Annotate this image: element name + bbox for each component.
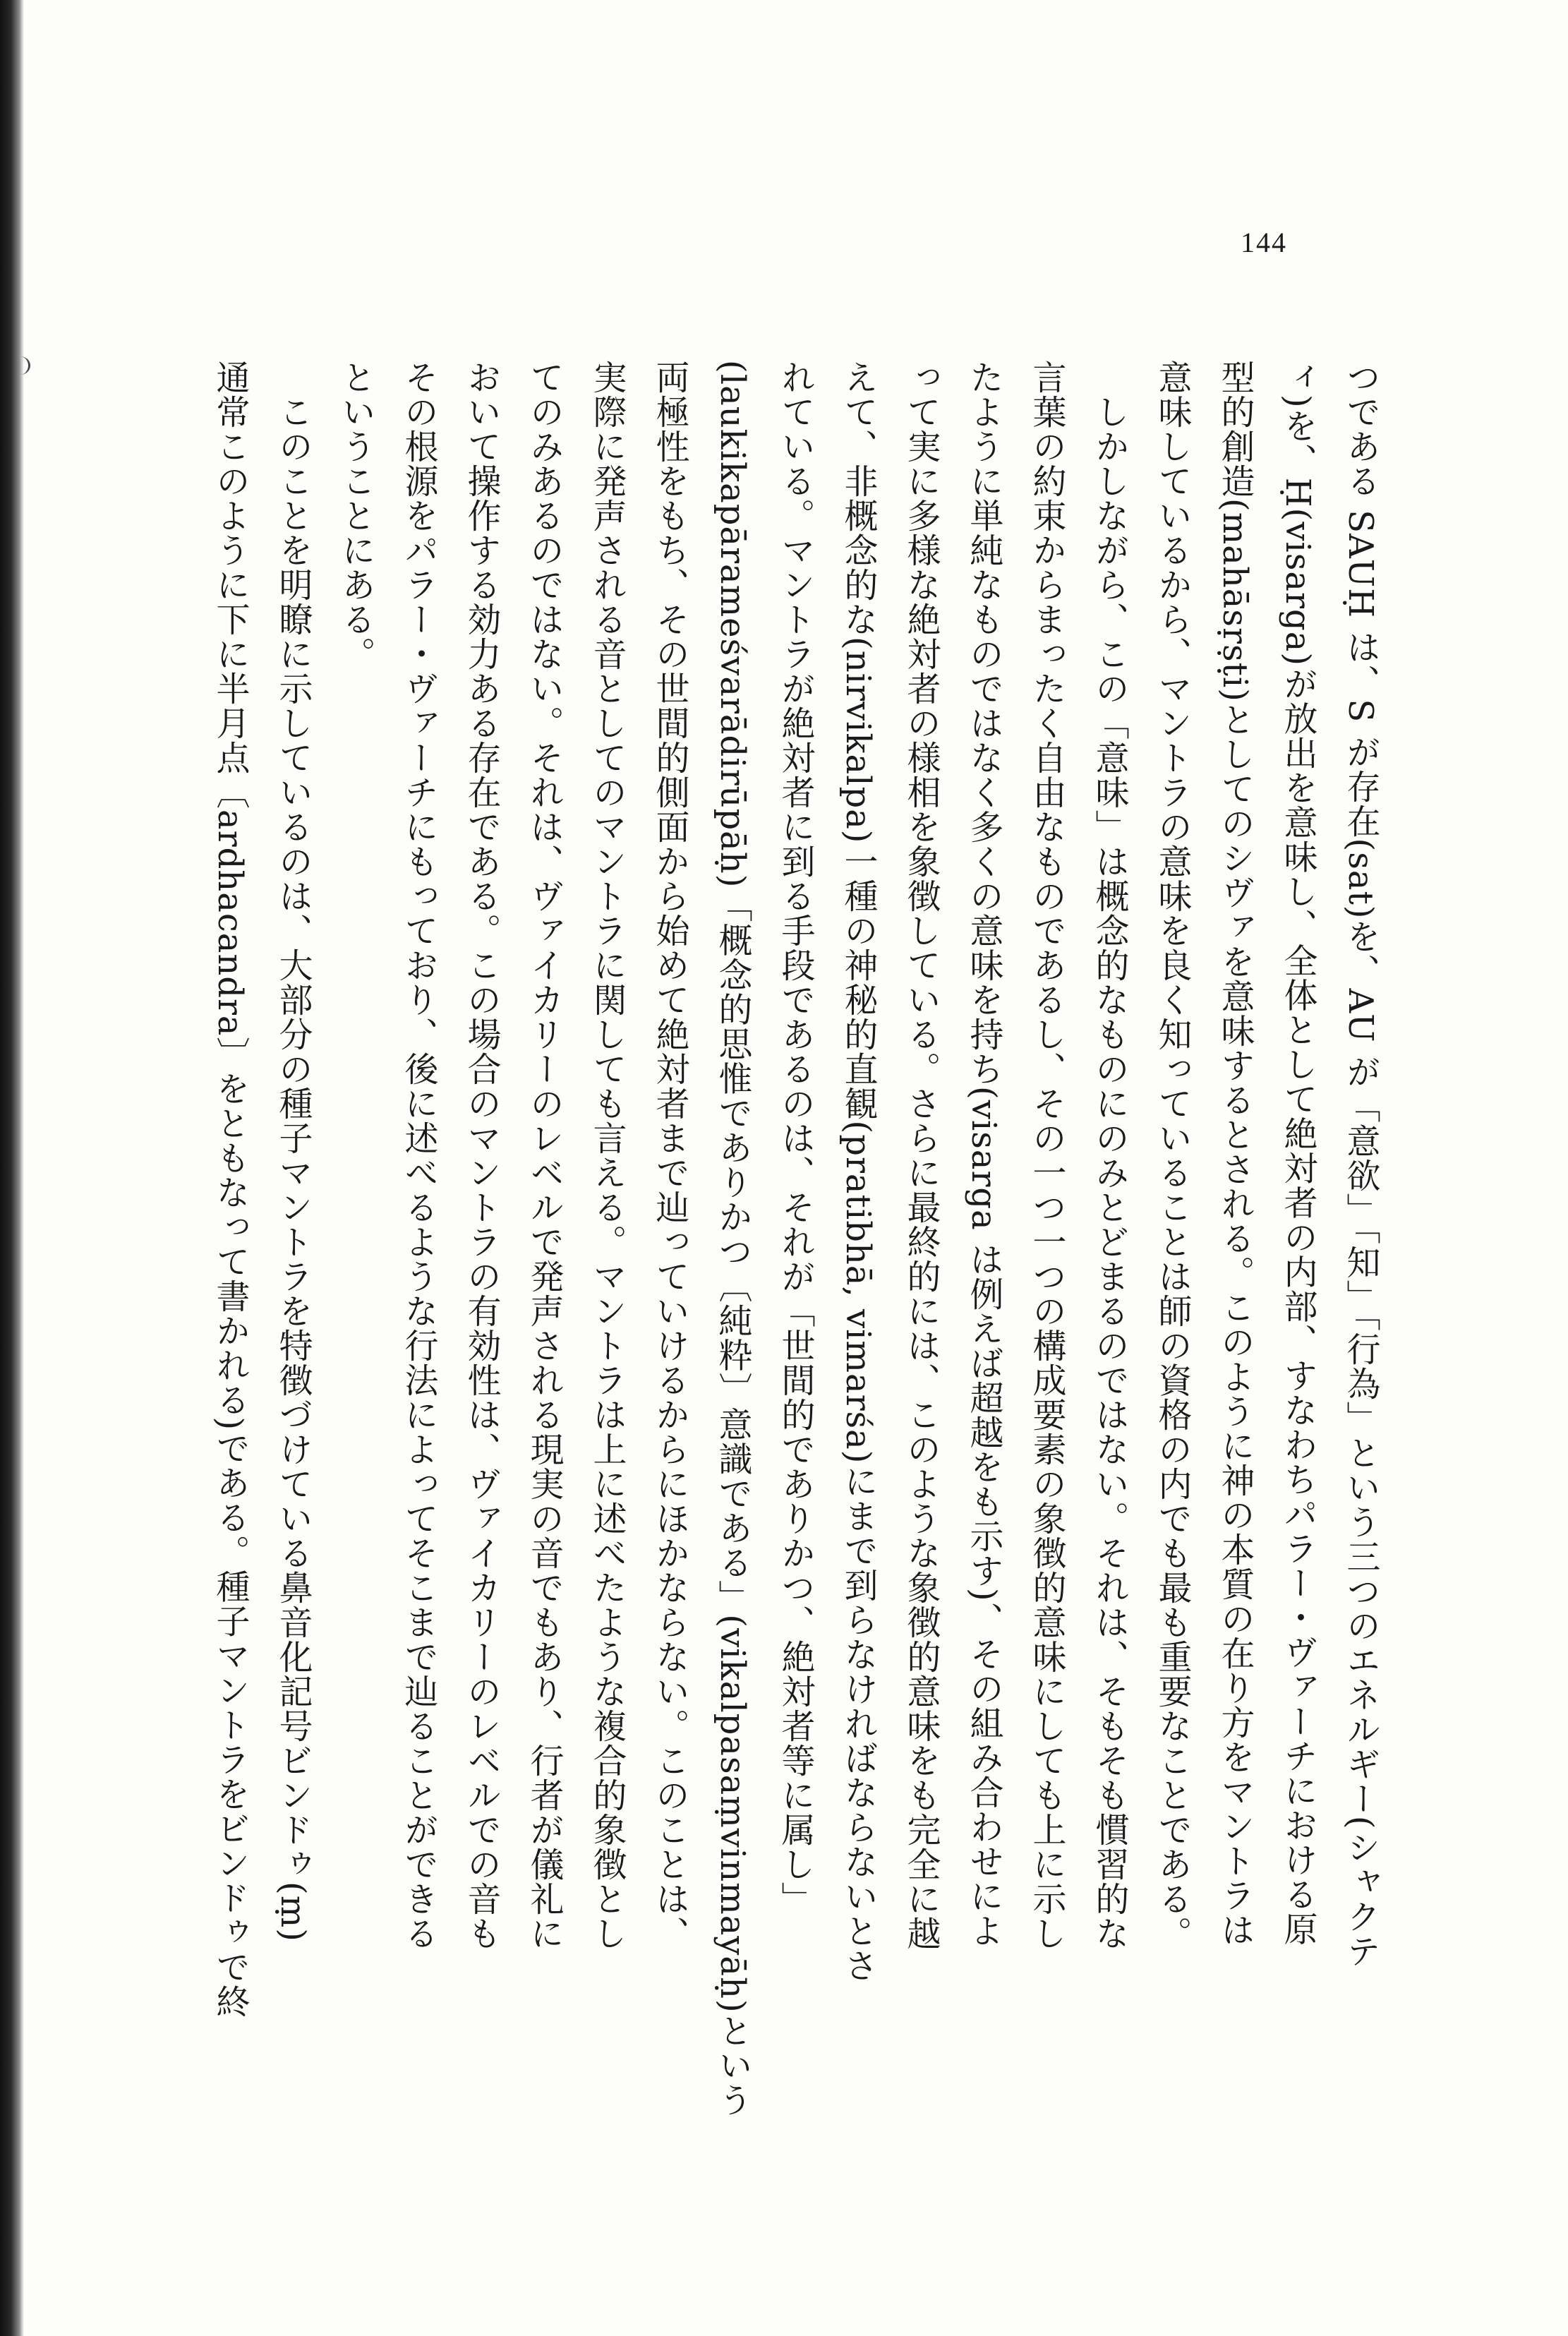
text-line-4: 意味しているから、マントラの意味を良く知っていることは師の資格の内でも最も重要なことである。 xyxy=(1152,360,1192,1951)
text-line-6: 言葉の約束からまったく自由なものであるし、その一つ一つの構成要素の象徴的意味にしても上に示し xyxy=(1027,360,1066,1951)
text-line-13: 実際に発声される音としてのマントラに関しても言える。マントラは上に述べたような複合的象徴とし xyxy=(587,360,627,1951)
text-line-12: 両極性をもち、その世間的側面から始めて絶対者まで辿っていけるからにほかならない。このことは、 xyxy=(650,360,689,1951)
text-line-17: ということにある。 xyxy=(336,360,375,671)
text-line-8: って実に多様な絶対者の様相を象徴している。さらに最終的には、このような象徴的意味をも完全に越 xyxy=(901,360,941,1951)
text-line-7: たように単純なものではなく多くの意味を持ち(visarga は例えば超越をも示す)、その組み合わせによ xyxy=(964,360,1003,1948)
text-line-11: (laukikapārameśvarādirūpāḥ)「概念的思惟でありかつ〔純粋〕意識である」(vikalpasaṃvinmayāḥ)という xyxy=(713,360,752,2117)
binding-mark xyxy=(10,356,30,375)
text-line-15: おいて操作する効力ある存在である。この場合のマントラの有効性は、ヴァイカリーのレベルでの音も xyxy=(462,360,501,1951)
text-line-19: 通常このように下に半月点〔ardhacandra〕をともなって書かれる)である。種子マントラをビンドゥで終 xyxy=(210,360,250,2019)
text-line-16: その根源をパラー・ヴァーチにもっており、後に述べるような行法によってそこまで辿ることができる xyxy=(399,360,438,1951)
text-line-2: ィ)を、Ḥ(visarga)が放出を意味し、全体として絶対者の内部、すなわちパラー・ヴァーチにおける原 xyxy=(1278,360,1317,1946)
vertical-text-body xyxy=(72,360,1392,2237)
text-line-1: つである SAUḤ は、S が存在(sat)を、AU が「意欲」「知」「行為」という三つのエネルギー(シャクテ xyxy=(1341,360,1380,1968)
text-line-14: てのみあるのではない。それは、ヴァイカリーのレベルで発声される現実の音でもあり、行者が儀礼に xyxy=(524,360,564,1951)
text-line-9: えて、非概念的な(nirvikalpa)一種の神秘的直観(pratibhā, vimarśa)にまで到らなければならないとさ xyxy=(838,360,878,1983)
text-line-10: れている。マントラが絶対者に到る手段であるのは、それが「世間的でありかつ、絶対者等に属し」 xyxy=(776,360,815,1916)
page-number: 144 xyxy=(1241,227,1287,258)
text-line-3: 型的創造(mahāsṛṣṭi)としてのシヴァを意味するとされる。このように神の本質の在り方をマントラは xyxy=(1215,360,1255,1947)
scan-edge-shadow xyxy=(0,0,24,2336)
text-line-5: しかしながら、この「意味」は概念的なものにのみとどまるのではない。それは、そもそも慣習的な xyxy=(1090,360,1129,1951)
text-line-18: このことを明瞭に示しているのは、大部分の種子マントラを特徴づけている鼻音化記号ビンドゥ(ṃ) xyxy=(273,360,313,1942)
